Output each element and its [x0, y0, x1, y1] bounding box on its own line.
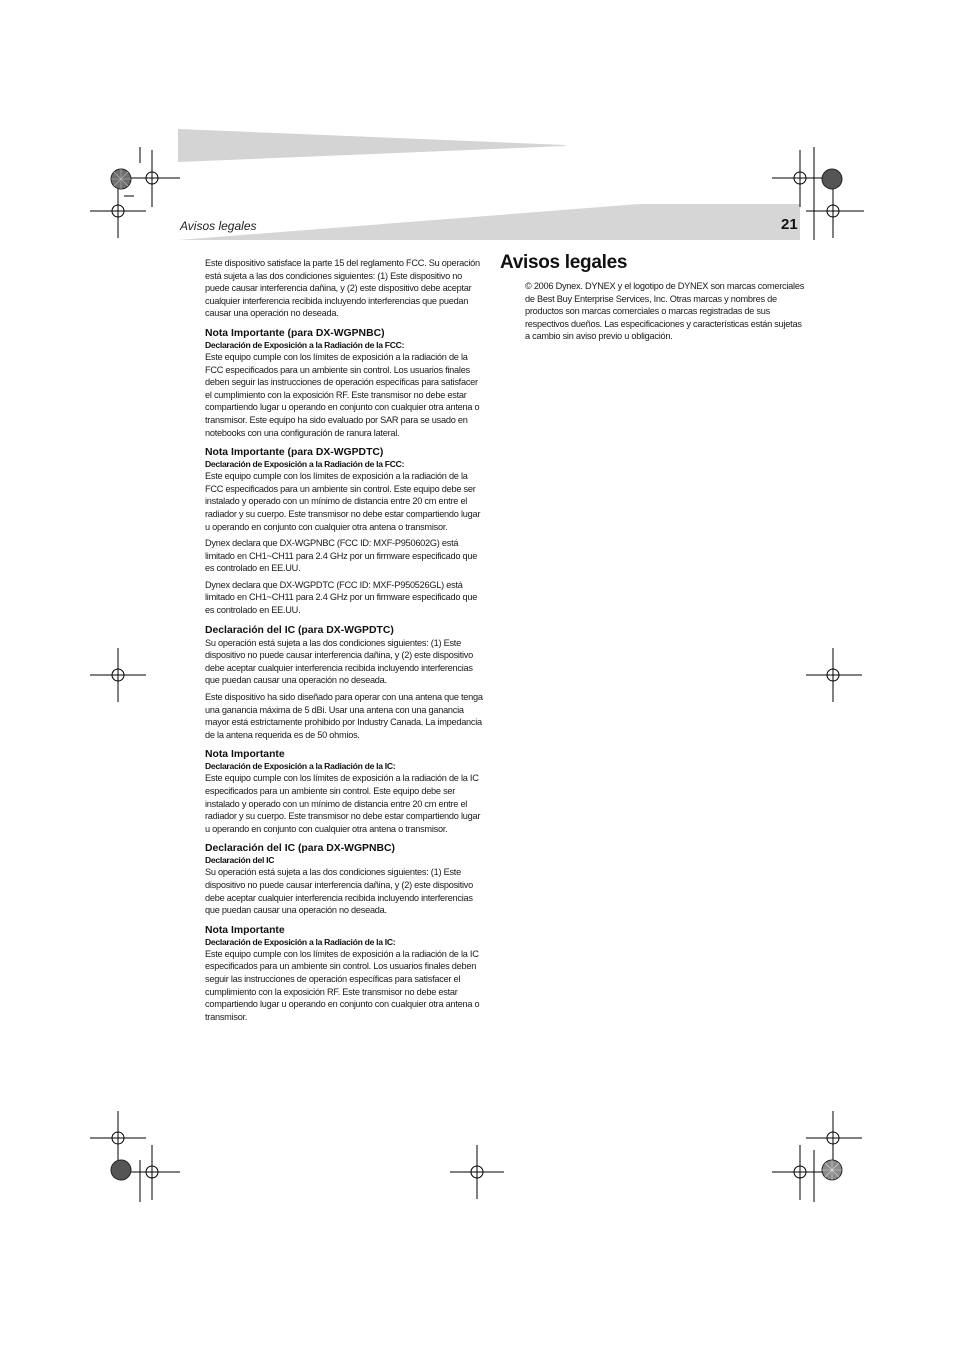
registration-mark-bottom-left-upper [90, 1111, 146, 1165]
running-header-title: Avisos legales [180, 219, 257, 233]
section-heading: Declaración del IC (para DX-WGPDTC) [205, 624, 394, 636]
section-heading: Nota Importante (para DX-WGPNBC) [205, 327, 385, 339]
section-paragraph: Este equipo cumple con los límites de exposición a la radiación de la IC especificados para un ambiente sin control. Los usuarios finales deben seguir las instrucciones de operación específicas para satisfacer el cumplimiento con la exposición RF. Este transmisor no debe estar compartiendo lugar u operando en conjunto con cualquier otra antena o transmisor. [205, 948, 480, 1022]
section-paragraph: Su operación está sujeta a las dos condiciones siguientes: (1) Este dispositivo no puede causar interferencia dañina, y (2) este dispositivo debe aceptar cualquier interferencia recibida incluyendo interferencias que puedan causar una operación no deseada. [205, 637, 473, 686]
section-paragraph: Su operación está sujeta a las dos condiciones siguientes: (1) Este dispositivo no puede causar interferencia dañina, y (2) este dispositivo debe aceptar cualquier interferencia recibida incluyendo interferencias que puedan causar una operación no deseada. [205, 867, 473, 916]
section-heading: Nota Importante [205, 749, 285, 761]
intro-paragraph: Este dispositivo satisface la parte 15 del reglamento FCC. Su operación está sujeta a las dos condiciones siguientes: (1) Este dispositivo no puede causar interferencia dañina, y (2) este dispositivo debe aceptar cualquier interferencia recibida incluyendo interferencias que puedan causar una operación no deseada. [205, 258, 480, 319]
section-heading: Nota Importante (para DX-WGPDTC) [205, 447, 384, 459]
section-subheading: Declaración de Exposición a la Radiación de la IC: [205, 936, 396, 947]
registration-mark-left-upper [90, 184, 146, 238]
section-subheading: Declaración de Exposición a la Radiación de la IC: [205, 761, 396, 772]
section-paragraph: Dynex declara que DX-WGPDTC (FCC ID: MXF-P950526GL) está limitado en CH1~CH11 para 2.4 GHz por un firmware especificado que es controlado en EE.UU. [205, 579, 478, 616]
section-subheading: Declaración de Exposición a la Radiación de la FCC: [205, 459, 405, 470]
left-column [205, 257, 483, 1027]
registration-mark-mid-left [90, 648, 146, 702]
registration-mark-bottom-center [450, 1145, 504, 1199]
registration-mark-top-right [772, 150, 826, 207]
section-paragraph: Dynex declara que DX-WGPNBC (FCC ID: MXF-P950602G) está limitado en CH1~CH11 para 2.4 GHz por un firmware especificado que es controlado en EE.UU. [205, 538, 478, 574]
page-number: 21 [781, 216, 798, 233]
section-subheading: Declaración del IC [205, 855, 275, 866]
color-target-top-right [822, 169, 842, 189]
right-column [500, 252, 805, 347]
section-paragraph: Este equipo cumple con los límites de exposición a la radiación de la FCC especificados para un ambiente sin control. Los usuarios finales deben seguir las instrucciones de operación específicas para satisfacer el cumplimiento con la exposición RF. Este transmisor no debe estar compartiendo lugar u operando en conjunto con cualquier otra antena o transmisor. Este equipo ha sido evaluado por SAR para se usado en notebooks con una configuración de ranura lateral. [205, 351, 480, 438]
color-target-bottom-right [822, 1160, 842, 1180]
color-target-bottom-left [111, 1160, 131, 1180]
registration-mark-mid-right [806, 648, 862, 702]
page-title: Avisos legales [500, 252, 628, 273]
section-heading: Declaración del IC (para DX-WGPNBC) [205, 843, 395, 855]
section-paragraph: Este equipo cumple con los límites de exposición a la radiación de la IC especificados para un ambiente sin control. Este equipo debe ser instalado y operado con un mínimo de distancia entre 20 cm entre el radiador y su cuerpo. Este transmisor no debe estar compartiendo lugar u operando en conjunto con cualquier otra antena o transmisor. [205, 773, 481, 834]
section-subheading: Declaración de Exposición a la Radiación de la FCC: [205, 339, 405, 350]
copyright-paragraph: © 2006 Dynex. DYNEX y el logotipo de DYNEX son marcas comerciales de Best Buy Enterprise Services, Inc. Otras marcas y nombres de productos son marcas comerciales o marcas registradas de sus respectivos dueños. Las especificaciones y características están sujetas a cambio sin aviso previo u obligación. [525, 281, 805, 342]
section-paragraph: Este equipo cumple con los límites de exposición a la radiación de la FCC especificados para un ambiente sin control. Este equipo debe ser instalado y operado con un mínimo de distancia entre 20 cm entre el radiador y su cuerpo. Este transmisor no debe estar compartiendo lugar u operando en conjunto con cualquier otra antena o transmisor. [205, 471, 481, 532]
section-heading: Nota Importante [205, 924, 285, 936]
registration-mark-right-upper [806, 184, 864, 238]
section-paragraph: Este dispositivo ha sido diseñado para operar con una antena que tenga una ganancia máxima de 5 dBi. Usar una antena con una ganancia mayor está estrictamente prohibido por Industry Canada. La impedancia de la antena requerida es de 50 ohmios. [205, 692, 483, 740]
registration-mark-top-left [126, 150, 180, 207]
color-target-top-left [111, 169, 131, 189]
registration-mark-bottom-left [126, 1145, 180, 1200]
registration-mark-bottom-right [772, 1145, 826, 1200]
